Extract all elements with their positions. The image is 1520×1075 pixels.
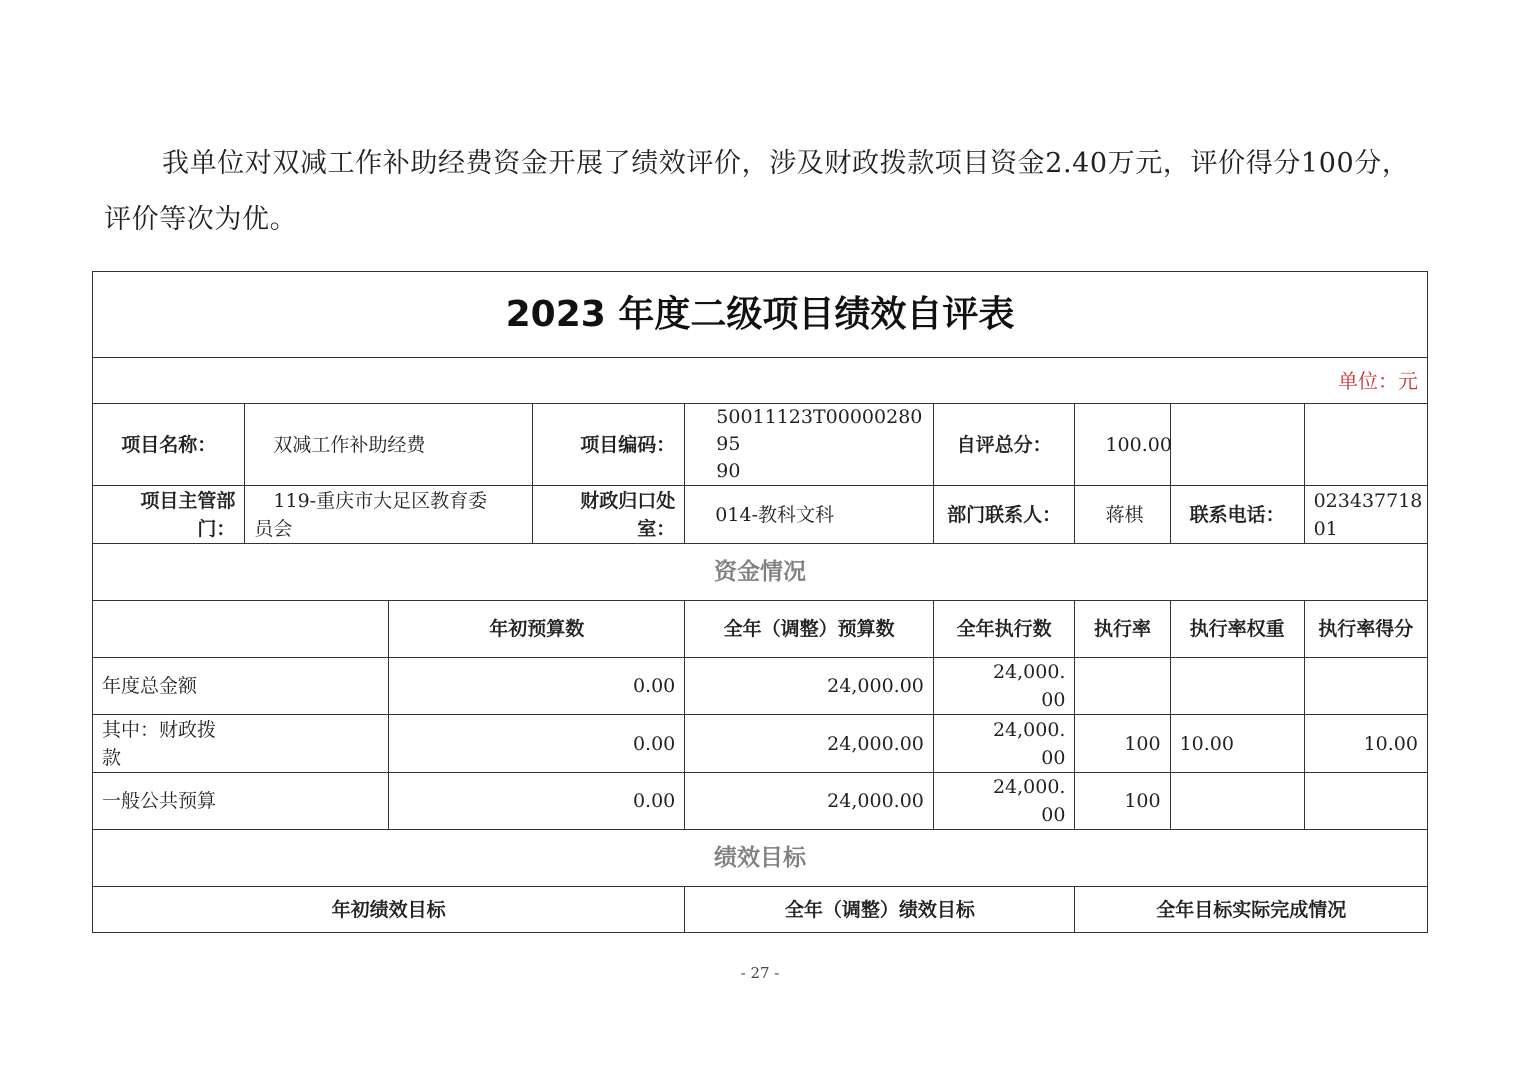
phone-value: 023437718 01	[1304, 486, 1427, 544]
funds-row-rate	[1075, 658, 1170, 715]
empty-cell	[1170, 404, 1304, 486]
funds-row-initial: 0.00	[389, 658, 685, 715]
funds-header-rate: 执行率	[1075, 601, 1170, 658]
funds-row-executed: 24,000. 00	[933, 658, 1075, 715]
funds-row-initial: 0.00	[389, 773, 685, 830]
project-name-label: 项目名称：	[93, 404, 245, 486]
empty-cell	[1304, 404, 1427, 486]
contact-label: 部门联系人：	[933, 486, 1075, 544]
finance-office-label: 财政归口处 室：	[532, 486, 684, 544]
funds-row-score	[1304, 773, 1427, 830]
total-score-label: 自评总分：	[933, 404, 1075, 486]
funds-row-adjusted: 24,000.00	[685, 715, 934, 773]
funds-row-executed: 24,000. 00	[933, 773, 1075, 830]
funds-header-blank	[93, 601, 389, 658]
table-title: 2023 年度二级项目绩效自评表	[93, 272, 1428, 358]
funds-row-name: 年度总金额	[93, 658, 389, 715]
total-score-value: 100.00	[1075, 404, 1170, 486]
funds-row-weight	[1170, 773, 1304, 830]
funds-row-adjusted: 24,000.00	[685, 658, 934, 715]
performance-evaluation-table	[92, 271, 1428, 933]
unit-label: 单位：元	[93, 358, 1428, 404]
funds-header-weight: 执行率权重	[1170, 601, 1304, 658]
table-row	[93, 715, 1428, 773]
table-row	[93, 658, 1428, 715]
funds-row-score	[1304, 658, 1427, 715]
goals-header-adjusted: 全年（调整）绩效目标	[685, 887, 1075, 933]
project-code-text: 50011123T0000028095 90	[716, 406, 923, 482]
table-row	[93, 773, 1428, 830]
funds-row-rate: 100	[1075, 715, 1170, 773]
phone-label: 联系电话：	[1170, 486, 1304, 544]
funds-header-initial: 年初预算数	[389, 601, 685, 658]
dept-value: 119-重庆市大足区教育委 员会	[245, 486, 533, 544]
funds-row-name: 一般公共预算	[93, 773, 389, 830]
project-code-value	[685, 404, 934, 486]
funds-row-initial: 0.00	[389, 715, 685, 773]
funds-row-weight: 10.00	[1170, 715, 1304, 773]
funds-row-score: 10.00	[1304, 715, 1427, 773]
funds-row-name: 其中：财政拨 款	[93, 715, 389, 773]
finance-office-value: 014-教科文科	[685, 486, 934, 544]
intro-paragraph: 我单位对双减工作补助经费资金开展了绩效评价，涉及财政拨款项目资金2.40万元，评价得分100分，评价等次为优。	[104, 148, 1410, 235]
goals-header-actual: 全年目标实际完成情况	[1075, 887, 1428, 933]
funds-row-rate: 100	[1075, 773, 1170, 830]
page-number: - 27 -	[740, 964, 780, 982]
contact-value: 蒋棋	[1075, 486, 1170, 544]
funds-header-executed: 全年执行数	[933, 601, 1075, 658]
funds-row-adjusted: 24,000.00	[685, 773, 934, 830]
dept-label: 项目主管部 门：	[93, 486, 245, 544]
funds-header-adjusted: 全年（调整）预算数	[685, 601, 934, 658]
goals-section-title: 绩效目标	[93, 830, 1428, 887]
funds-section-title: 资金情况	[93, 544, 1428, 601]
funds-header-score: 执行率得分	[1304, 601, 1427, 658]
funds-row-weight	[1170, 658, 1304, 715]
project-code-label: 项目编码：	[532, 404, 684, 486]
project-name-value: 双减工作补助经费	[245, 404, 533, 486]
funds-row-executed: 24,000. 00	[933, 715, 1075, 773]
goals-header-initial: 年初绩效目标	[93, 887, 685, 933]
